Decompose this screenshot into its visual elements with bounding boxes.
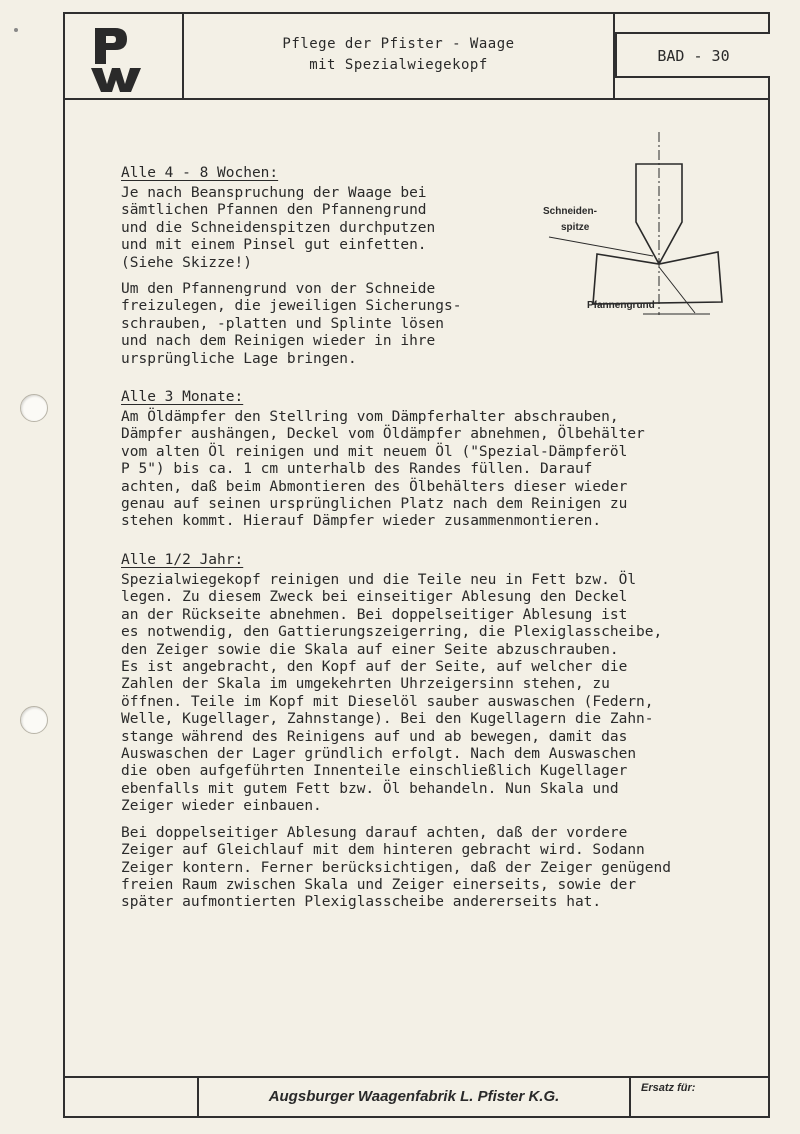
logo-cell: [65, 14, 184, 98]
section-paragraph: Bei doppelseitiger Ablesung darauf achten, daß der vordere Zeiger auf Gleichlauf mit dem hinteren gebracht wird. Sodann Zeiger kontern. Ferner berücksichtigen, daß der Zeiger genügend freien Raum zwischen Skala und Zeiger einerseits, sowie der später aufmontierten Plexiglasscheibe andererseits hat.: [121, 824, 671, 911]
section-heading: Alle 4 - 8 Wochen:: [121, 165, 279, 181]
section-half-year: [121, 552, 761, 912]
section-paragraph: Am Öldämpfer den Stellring vom Dämpferhalter abschrauben, Dämpfer aushängen, Deckel vom Öldämpfer abnehmen, Ölbehälter vom alten Öl reinigen und mit neuem Öl ("Spezial-Dämpferöl P 5") bis ca. 1 cm unterhalb des Randes füllen. Darauf achten, daß beim Abmontieren des Ölbehälters dieser wieder genau auf seinen ursprünglichen Platz nach dem Reinigen zu stehen kommt. Hierauf Dämpfer wieder zusammenmontieren.: [121, 409, 645, 530]
punch-hole-lower: [20, 706, 48, 734]
page-mark: [14, 28, 18, 32]
title-cell: [184, 14, 615, 98]
punch-hole-upper: [20, 394, 48, 422]
sketch-label-tip-2: spitze: [561, 222, 590, 233]
company-name: Augsburger Waagenfabrik L. Pfister K.G.: [199, 1078, 631, 1116]
section-paragraph: Um den Pfannengrund von der Schneide freizulegen, die jeweiligen Sicherungs- schrauben, -platten und Splinte lösen und nach dem Reinigen wieder in ihre ursprüngliche Lage bringen.: [121, 281, 462, 367]
sketch-label-base: Pfannengrund: [587, 300, 655, 311]
document-code: BAD - 30: [615, 32, 770, 78]
document-title: Pflege der Pfister - Waage: [282, 36, 515, 52]
section-heading: Alle 3 Monate:: [121, 389, 244, 405]
ersatz-label: Ersatz für:: [641, 1082, 696, 1094]
section-heading: Alle 1/2 Jahr:: [121, 552, 244, 568]
knife-edge-sketch: [535, 130, 745, 320]
pw-logo: [89, 24, 149, 94]
section-3-months: [121, 389, 761, 531]
document-frame: [63, 12, 770, 1118]
sketch-label-tip: Schneiden-: [543, 206, 597, 217]
footer-left-cell: [65, 1078, 199, 1116]
document-subtitle: mit Spezialwiegekopf: [309, 57, 488, 73]
footer: [65, 1076, 768, 1116]
section-paragraph: Je nach Beanspruchung der Waage bei sämtlichen Pfannen den Pfannengrund und die Schneidenspitzen durchputzen und mit einem Pinsel gut einfetten. (Siehe Skizze!): [121, 185, 436, 271]
section-paragraph: Spezialwiegekopf reinigen und die Teile neu in Fett bzw. Öl legen. Zu diesem Zweck bei einseitiger Ablesung den Deckel an der Rückseite abnehmen. Bei doppelseitiger Ablesung ist es notwendig, den Gattierungszeigerring, die Plexiglasscheibe, den Zeiger sowie die Skala auf einer Seite abzuschrauben. Es ist angebracht, den Kopf auf der Seite, auf welcher die Zahlen der Skala im umgekehrten Uhrzeigersinn stehen, zu öffnen. Teile im Kopf mit Dieselöl sauber auswaschen (Federn, Welle, Kugellager, Zahnstange). Bei den Kugellagern die Zahn- stange während des Reinigens auf und ab bewegen, damit das Auswaschen der Lager gründlich erfolgt. Nach dem Auswaschen die oben aufgeführten Innenteile einschließlich Kugellager ebenfalls mit gutem Fett bzw. Öl behandeln. Nun Skala und Zeiger wieder einbauen.: [121, 572, 663, 815]
header: [65, 14, 768, 100]
